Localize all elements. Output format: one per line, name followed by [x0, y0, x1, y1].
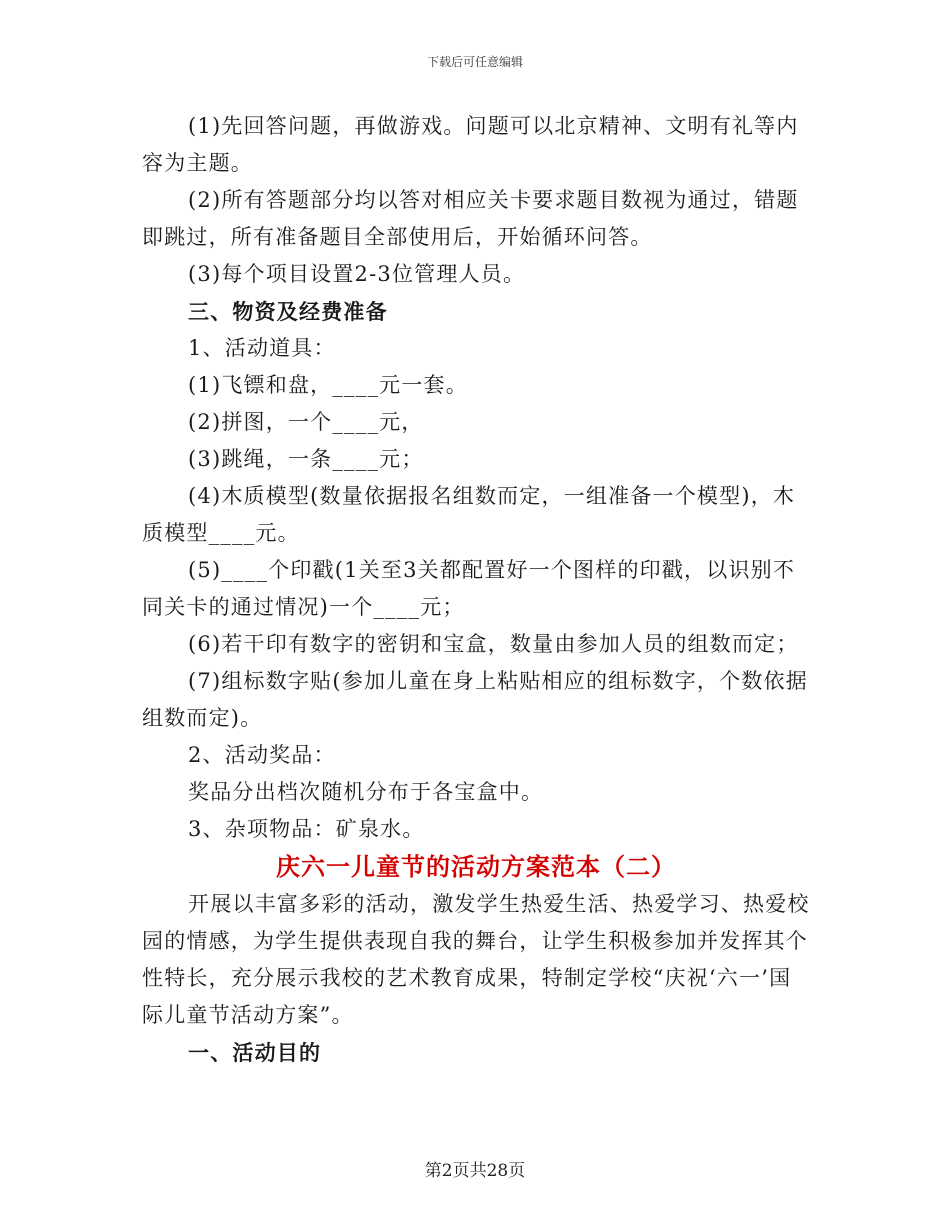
paragraph-rule-2: (2)所有答题部分均以答对相应关卡要求题目数视为通过，错题即跳过，所有准备题目全部使用后，开始循环问答。	[142, 188, 799, 249]
subheading-props: 1、活动道具：	[188, 336, 336, 360]
item-stickers: (7)组标数字贴(参加儿童在身上粘贴相应的组标数字，个数依据组数而定)。	[142, 669, 808, 730]
document-body	[142, 108, 810, 1071]
item-stamp: (5)____个印戳(1关至3关都配置好一个图样的印戳，以识别不同关卡的通过情况)一个____元；	[142, 558, 796, 619]
page-header: 下载后可任意编辑	[426, 55, 523, 69]
section-title: 庆六一儿童节的活动方案范本（二）	[276, 852, 676, 881]
heading-goal: 一、活动目的	[188, 1040, 322, 1065]
paragraph-rule-3: (3)每个项目设置2-3位管理人员。	[188, 262, 526, 286]
page-footer: 第2页共28页	[424, 1161, 526, 1181]
prizes-text: 奖品分出档次随机分布于各宝盒中。	[188, 780, 544, 804]
intro-paragraph: 开展以丰富多彩的活动，激发学生热爱生活、热爱学习、热爱校园的情感，为学生提供表现自我的舞台，让学生积极参加并发挥其个性特长，充分展示我校的艺术教育成果，特制定学校“庆祝‘六一’国际儿童节活动方案”。	[142, 892, 810, 1027]
item-rope: (3)跳绳，一条____元；	[188, 447, 424, 471]
heading-materials: 三、物资及经费准备	[188, 299, 388, 324]
item-wood-model: (4)木质模型(数量依据报名组数而定，一组准备一个模型)，木质模型____元。	[142, 484, 796, 545]
subheading-prizes: 2、活动奖品：	[188, 743, 336, 767]
subheading-misc: 3、杂项物品：矿泉水。	[188, 817, 425, 841]
paragraph-rule-1: (1)先回答问题，再做游戏。问题可以北京精神、文明有礼等内容为主题。	[142, 114, 799, 175]
item-puzzle: (2)拼图，一个____元，	[188, 410, 424, 434]
item-darts: (1)飞镖和盘，____元一套。	[188, 373, 468, 397]
item-keys-boxes: (6)若干印有数字的密钥和宝盒，数量由参加人员的组数而定；	[188, 632, 799, 656]
